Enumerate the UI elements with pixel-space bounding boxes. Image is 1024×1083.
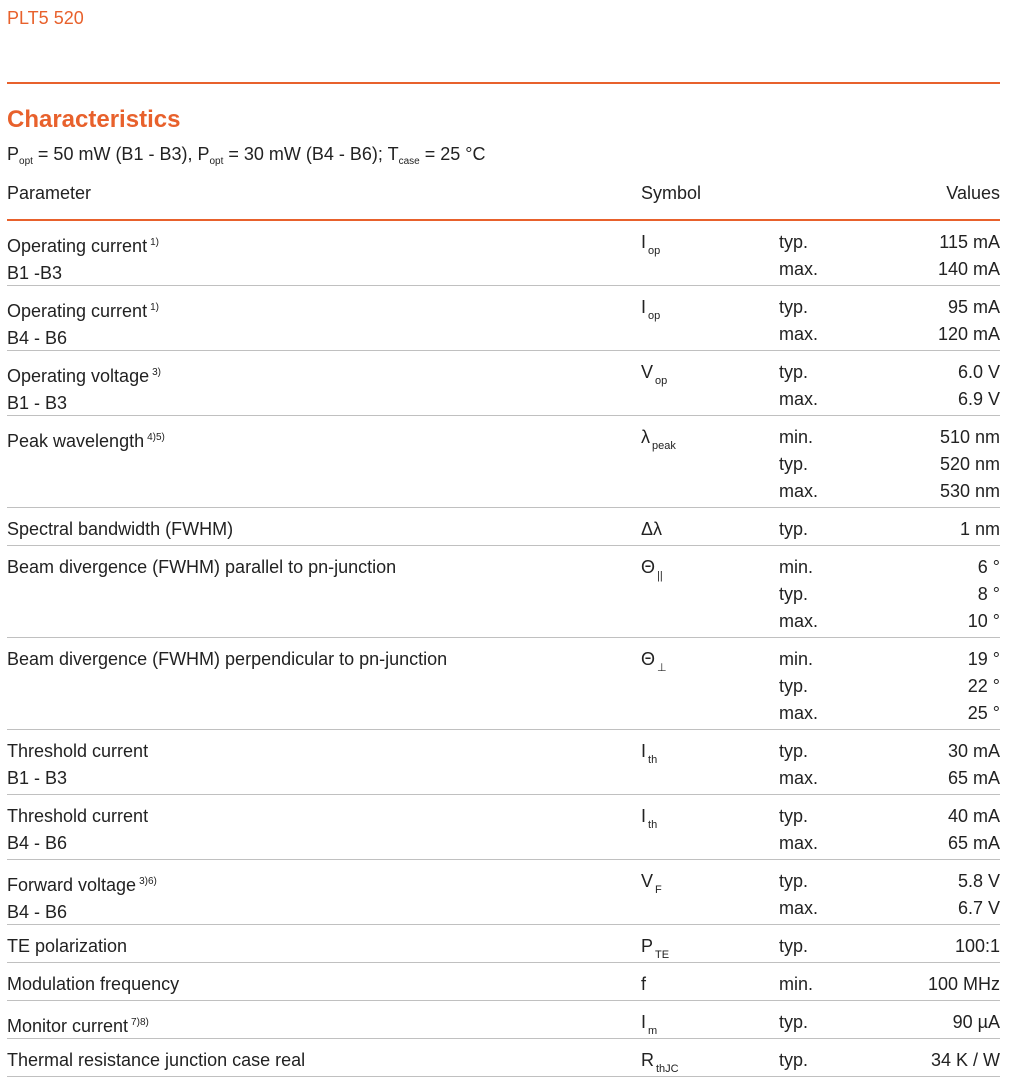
parameter-name	[7, 294, 159, 325]
symbol-main: P	[641, 936, 654, 956]
value: 100:1	[954, 936, 1000, 956]
parameter-cell	[7, 359, 161, 417]
qualifier-cell	[779, 803, 818, 857]
value-cell	[968, 554, 1000, 635]
qualifier: max.	[779, 259, 819, 279]
parameter-text: Threshold current	[7, 806, 149, 826]
footnote-ref: 3)6)	[139, 876, 157, 887]
parameter-text: B4 - B6	[7, 328, 68, 348]
table-row	[7, 1039, 1000, 1077]
qualifier: min.	[779, 974, 814, 994]
symbol-main: Θ	[641, 557, 656, 577]
table-row	[7, 925, 1000, 963]
qualifier: max.	[779, 833, 819, 853]
value: 140 mA	[937, 259, 1000, 279]
symbol-main: I	[641, 1012, 647, 1032]
value: 34 K / W	[930, 1050, 1000, 1070]
parameter-cell	[7, 294, 159, 352]
parameter-cell	[7, 971, 179, 998]
parameter-variant	[7, 830, 148, 857]
symbol-main: V	[641, 871, 654, 891]
cond-t-symbol: T	[387, 144, 399, 164]
value: 120 mA	[937, 324, 1000, 344]
cond-p1-text: = 50 mW (B1 - B3),	[32, 144, 198, 164]
qualifier: max.	[779, 768, 819, 788]
symbol-cell	[641, 803, 657, 839]
parameter-name	[7, 359, 161, 390]
qualifier-cell	[779, 1009, 808, 1036]
section-title: Characteristics	[7, 106, 181, 133]
symbol-subscript: th	[648, 819, 658, 831]
symbol-main: I	[641, 806, 647, 826]
header-divider	[7, 82, 1000, 84]
parameter-name	[7, 646, 447, 673]
symbol-subscript: th	[648, 754, 658, 766]
parameter-text: Monitor current	[7, 1016, 129, 1036]
value: 95 mA	[947, 297, 1000, 317]
symbol-subscript: F	[655, 884, 662, 896]
value-cell	[928, 971, 1000, 998]
table-row	[7, 730, 1000, 795]
parameter-cell	[7, 1047, 305, 1074]
symbol-subscript: peak	[652, 440, 676, 452]
footnote-ref: 4)5)	[147, 432, 165, 443]
qualifier: max.	[779, 389, 819, 409]
qualifier: max.	[779, 898, 819, 918]
value: 115 mA	[939, 232, 1000, 252]
parameter-cell	[7, 646, 447, 673]
parameter-cell	[7, 516, 233, 543]
value: 30 mA	[947, 741, 1000, 761]
qualifier-cell	[779, 868, 818, 922]
parameter-text: Spectral bandwidth (FWHM)	[7, 519, 234, 539]
parameter-cell	[7, 868, 157, 926]
parameter-text: B1 - B3	[7, 768, 68, 788]
characteristics-table	[7, 221, 1000, 1077]
footnote-ref: 1)	[150, 302, 159, 313]
parameter-text: Operating current	[7, 236, 148, 256]
qualifier: typ.	[779, 232, 809, 252]
footnote-ref: 1)	[150, 237, 159, 248]
parameter-text: Forward voltage	[7, 875, 137, 895]
qualifier-cell	[779, 516, 808, 543]
value-cell	[948, 738, 1000, 792]
table-row	[7, 351, 1000, 416]
value: 10 °	[967, 611, 1000, 631]
qualifier: typ.	[779, 454, 809, 474]
symbol-main: λ	[641, 427, 650, 447]
qualifier: max.	[779, 611, 819, 631]
table-row	[7, 795, 1000, 860]
qualifier: typ.	[779, 297, 809, 317]
cond-t-text: = 25 °C	[419, 144, 486, 164]
parameter-text: Threshold current	[7, 741, 149, 761]
value-cell	[931, 1047, 1000, 1074]
parameter-cell	[7, 1009, 149, 1040]
symbol-main: V	[641, 362, 654, 382]
parameter-variant	[7, 765, 148, 792]
qualifier: typ.	[779, 741, 809, 761]
parameter-name	[7, 868, 157, 899]
qualifier-cell	[779, 646, 818, 727]
value: 510 nm	[939, 427, 1000, 447]
qualifier: typ.	[779, 584, 809, 604]
value-cell	[955, 933, 1000, 960]
symbol-subscript: op	[648, 245, 661, 257]
parameter-cell	[7, 424, 165, 455]
value: 65 mA	[947, 768, 1000, 788]
qualifier: max.	[779, 703, 819, 723]
qualifier: typ.	[779, 519, 809, 539]
symbol-subscript: thJC	[656, 1063, 679, 1075]
symbol-cell	[641, 868, 662, 904]
symbol-cell	[641, 229, 660, 265]
parameter-name	[7, 554, 396, 581]
parameter-variant	[7, 260, 159, 287]
symbol-cell	[641, 424, 676, 460]
value: 22 °	[967, 676, 1000, 696]
value-cell	[958, 868, 1000, 922]
symbol-cell	[641, 359, 667, 395]
parameter-text: B4 - B6	[7, 902, 68, 922]
value-cell	[953, 1009, 1000, 1036]
parameter-text: TE polarization	[7, 936, 128, 956]
symbol-main: Δλ	[641, 519, 663, 539]
qualifier-cell	[779, 1047, 808, 1074]
value-cell	[938, 229, 1000, 283]
table-row	[7, 546, 1000, 638]
parameter-cell	[7, 933, 127, 960]
symbol-cell	[641, 516, 662, 543]
parameter-text: B1 - B3	[7, 393, 68, 413]
qualifier: typ.	[779, 362, 809, 382]
parameter-cell	[7, 803, 148, 857]
value: 90 µA	[952, 1012, 1000, 1032]
value-cell	[960, 516, 1000, 543]
qualifier: typ.	[779, 1050, 809, 1070]
value: 6 °	[977, 557, 1000, 577]
value: 6.9 V	[957, 389, 1000, 409]
parameter-cell	[7, 229, 159, 287]
parameter-text: Beam divergence (FWHM) perpendicular to pn-junction	[7, 649, 448, 669]
qualifier: typ.	[779, 676, 809, 696]
qualifier: typ.	[779, 936, 809, 956]
parameter-name	[7, 933, 127, 960]
parameter-text: Modulation frequency	[7, 974, 180, 994]
parameter-text: Operating current	[7, 301, 148, 321]
parameter-text: Operating voltage	[7, 366, 150, 386]
table-row	[7, 860, 1000, 925]
symbol-subscript: ||	[657, 570, 663, 582]
parameter-variant	[7, 325, 159, 352]
table-row	[7, 508, 1000, 546]
qualifier: typ.	[779, 806, 809, 826]
symbol-subscript: ⊥	[657, 662, 667, 674]
table-row	[7, 221, 1000, 286]
cond-p1-subscript: opt	[19, 156, 33, 167]
parameter-name	[7, 803, 148, 830]
parameter-cell	[7, 554, 396, 581]
value-cell	[968, 646, 1000, 727]
cond-p2-text: = 30 mW (B4 - B6);	[223, 144, 388, 164]
symbol-main: I	[641, 741, 647, 761]
value: 100 MHz	[927, 974, 1000, 994]
test-conditions	[7, 144, 485, 167]
column-header-parameter: Parameter	[7, 183, 92, 203]
table-row	[7, 286, 1000, 351]
symbol-main: Θ	[641, 649, 656, 669]
value-cell	[958, 359, 1000, 413]
qualifier-cell	[779, 933, 808, 960]
symbol-subscript: op	[655, 375, 668, 387]
column-header-symbol: Symbol	[641, 183, 702, 203]
value: 8 °	[977, 584, 1000, 604]
symbol-cell	[641, 738, 657, 774]
value: 5.8 V	[957, 871, 1000, 891]
value: 25 °	[967, 703, 1000, 723]
symbol-cell	[641, 971, 646, 998]
parameter-text: B1 -B3	[7, 263, 63, 283]
parameter-variant	[7, 899, 157, 926]
symbol-subscript: m	[648, 1025, 658, 1037]
parameter-text: Beam divergence (FWHM) parallel to pn-junction	[7, 557, 397, 577]
parameter-text: B4 - B6	[7, 833, 68, 853]
qualifier: typ.	[779, 871, 809, 891]
symbol-subscript: op	[648, 310, 661, 322]
symbol-main: f	[641, 974, 647, 994]
parameter-name	[7, 738, 148, 765]
value: 1 nm	[959, 519, 1000, 539]
symbol-cell	[641, 554, 663, 590]
qualifier: min.	[779, 649, 814, 669]
table-row	[7, 638, 1000, 730]
footnote-ref: 7)8)	[131, 1017, 149, 1028]
symbol-subscript: TE	[655, 949, 670, 961]
symbol-main: R	[641, 1050, 654, 1070]
value: 530 nm	[939, 481, 1000, 501]
parameter-name	[7, 971, 179, 998]
symbol-cell	[641, 294, 660, 330]
qualifier-cell	[779, 294, 818, 348]
document-header-title: PLT5 520	[7, 8, 84, 28]
value: 40 mA	[947, 806, 1000, 826]
qualifier: max.	[779, 324, 819, 344]
table-row	[7, 1001, 1000, 1039]
column-header-values: Values	[946, 183, 1000, 203]
qualifier-cell	[779, 359, 818, 413]
value: 6.0 V	[957, 362, 1000, 382]
qualifier: min.	[779, 427, 814, 447]
symbol-cell	[641, 646, 667, 682]
qualifier: min.	[779, 557, 814, 577]
parameter-text: Peak wavelength	[7, 431, 145, 451]
value-cell	[938, 294, 1000, 348]
parameter-variant	[7, 390, 161, 417]
parameter-text: Thermal resistance junction case real	[7, 1050, 306, 1070]
qualifier-cell	[779, 971, 813, 998]
parameter-name	[7, 229, 159, 260]
value-cell	[940, 424, 1000, 505]
parameter-name	[7, 1047, 305, 1074]
parameter-name	[7, 516, 233, 543]
value: 19 °	[967, 649, 1000, 669]
table-row	[7, 416, 1000, 508]
qualifier-cell	[779, 554, 818, 635]
qualifier-cell	[779, 738, 818, 792]
parameter-cell	[7, 738, 148, 792]
symbol-main: I	[641, 297, 647, 317]
value: 6.7 V	[957, 898, 1000, 918]
cond-t-subscript: case	[398, 156, 420, 167]
cond-p2-subscript: opt	[209, 156, 224, 167]
value: 520 nm	[939, 454, 1000, 474]
cond-p2-symbol: P	[197, 144, 210, 164]
qualifier: max.	[779, 481, 819, 501]
qualifier-cell	[779, 229, 818, 283]
symbol-main: I	[641, 232, 647, 252]
cond-p1-symbol: P	[7, 144, 20, 164]
parameter-name	[7, 424, 165, 455]
value: 65 mA	[947, 833, 1000, 853]
parameter-name	[7, 1009, 149, 1040]
qualifier-cell	[779, 424, 818, 505]
value-cell	[948, 803, 1000, 857]
table-row	[7, 963, 1000, 1001]
footnote-ref: 3)	[152, 367, 161, 378]
qualifier: typ.	[779, 1012, 809, 1032]
